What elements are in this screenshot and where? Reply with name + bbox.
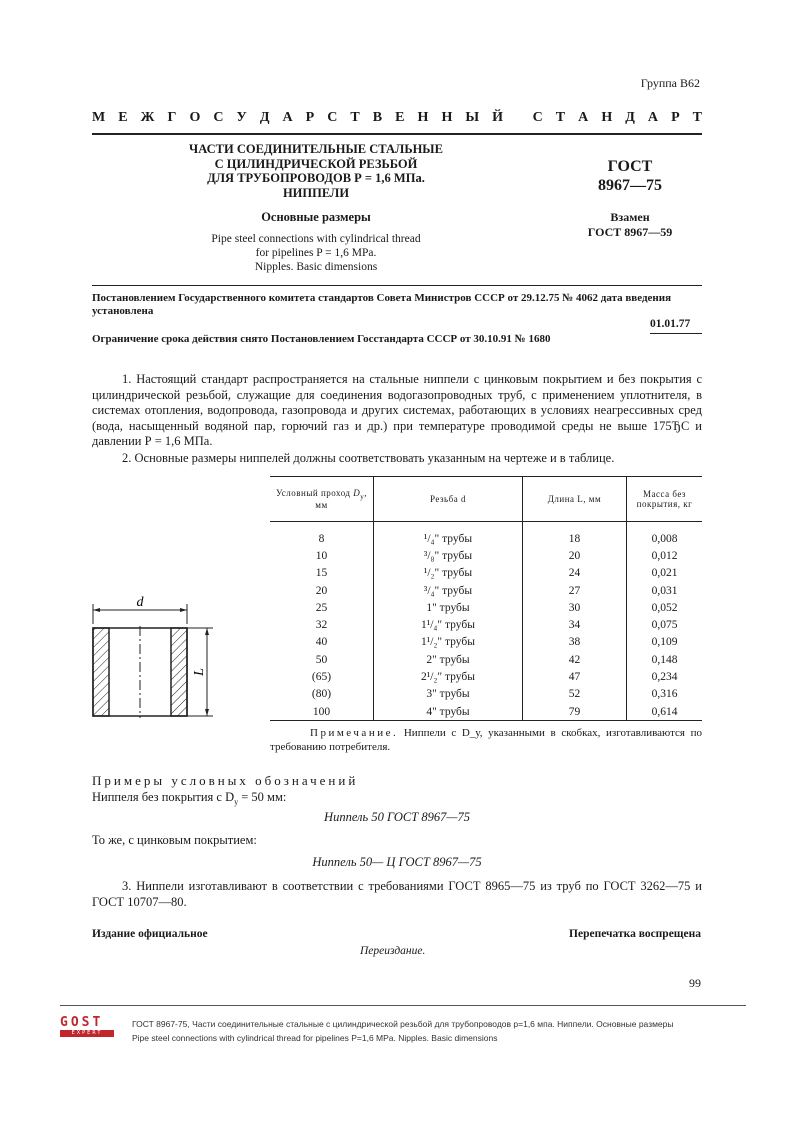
table-cell: 0,052: [627, 599, 703, 616]
table-cell: 0,316: [627, 686, 703, 703]
example-1-code: Ниппель 50 ГОСТ 8967—75: [324, 810, 470, 824]
banner-letter: О: [189, 110, 201, 125]
banner-letter: М: [92, 110, 106, 125]
gost-number: ГОСТ 8967—75: [598, 158, 662, 194]
table-row: [270, 651, 702, 668]
table-cell: 0,008: [627, 522, 703, 548]
banner-letter: А: [282, 110, 293, 125]
table-cell: 0,075: [627, 616, 703, 633]
table-cell: 18: [523, 522, 627, 548]
gost-expert-logo: GOST EXPERT: [60, 1016, 114, 1037]
table-cell: 0,012: [627, 547, 703, 564]
table-row: [270, 547, 702, 564]
document-subtitle: Основные размеры: [261, 210, 371, 224]
table-row: [270, 565, 702, 582]
replaces-standard: Взамен ГОСТ 8967—59: [587, 210, 673, 239]
table-cell: 1¹/₄" трубы: [374, 616, 523, 633]
table-cell: 15: [315, 567, 328, 580]
table-cell: 0,031: [627, 582, 703, 599]
banner-letter: Г: [167, 110, 177, 125]
reprint-prohibited: Перепечатка воспрещена: [569, 928, 701, 940]
banner-letter: В: [372, 110, 383, 125]
section-rule: [92, 285, 702, 286]
document-title: ЧАСТИ СОЕДИНИТЕЛЬНЫЕ СТАЛЬНЫЕ С ЦИЛИНДРИЧЕСКОЙ РЕЗЬБОЙ ДЛЯ ТРУБОПРОВОДОВ Р = 1,6 МПа. НИППЕЛИ: [189, 142, 443, 200]
banner-letter: Ж: [140, 110, 155, 125]
banner-letter: Т: [555, 110, 566, 125]
dimension-l-label: L: [192, 668, 207, 676]
table-cell: 2¹/₂" трубы: [374, 668, 523, 685]
table-cell: 50: [315, 653, 328, 666]
table-cell: (80): [311, 688, 332, 701]
table-row: [270, 703, 702, 721]
banner-letter: Н: [601, 110, 613, 125]
table-row: [270, 668, 702, 685]
table-row: [270, 522, 702, 548]
table-cell: 32: [315, 619, 328, 632]
table-cell: 8: [318, 532, 325, 545]
table-cell: 0,109: [627, 634, 703, 651]
reissue-label: Переиздание.: [360, 945, 426, 957]
column-header: Длина L, мм: [523, 477, 627, 522]
table-note: Примечание. Ниппели с D_у, указанными в скобках, изготавливаются по требованию потребителя.: [270, 727, 702, 753]
table-cell: (65): [311, 671, 332, 684]
example-2-code: Ниппель 50— Ц ГОСТ 8967—75: [312, 855, 482, 869]
banner-letter: Ы: [465, 110, 480, 125]
table-cell: 100: [270, 703, 374, 721]
table-cell: ¹/₄" трубы: [374, 522, 523, 548]
table-cell: 47: [523, 668, 627, 685]
banner-letter: Т: [350, 110, 360, 125]
table-row: [270, 686, 702, 703]
paragraph-3: 3. Ниппели изготавливают в соответствии с требованиями ГОСТ 8965—75 из труб по ГОСТ 3262—75 и ГОСТ 10707—80.: [92, 879, 702, 909]
document-caption: ГОСТ 8967-75, Части соединительные стальные с цилиндрической резьбой для трубопроводов р=1,6 мпа. Ниппели. Основные размеры Pipe steel connections with cylindrical thread for pipelines P=1,6 MPa. Nipples. Basic dimensions: [132, 1019, 674, 1043]
column-header: Резьба d: [374, 477, 523, 522]
table-cell: 25: [315, 601, 328, 614]
table-cell: ¹/₂" трубы: [374, 565, 523, 582]
banner-letter: Е: [395, 110, 405, 125]
banner-letter: Д: [625, 110, 635, 125]
table-cell: 20: [523, 547, 627, 564]
banner-letter: С: [327, 110, 338, 125]
banner-letter: Н: [441, 110, 453, 125]
table-cell: 40: [315, 636, 328, 649]
banner-letter: У: [236, 110, 247, 125]
table-row: [270, 599, 702, 616]
dimension-d-label: d: [136, 596, 144, 610]
table-cell: 3" трубы: [374, 686, 523, 703]
table-cell: 24: [523, 565, 627, 582]
table-cell: ³/₄" трубы: [374, 582, 523, 599]
table-cell: 0,148: [627, 651, 703, 668]
table-cell: 2" трубы: [374, 651, 523, 668]
banner-letter: А: [647, 110, 659, 125]
table-cell: 34: [523, 616, 627, 633]
restriction-text: Ограничение срока действия снято Постановлением Госстандарта СССР от 30.10.91 № 1680: [92, 333, 551, 345]
table-cell: 0,021: [627, 565, 703, 582]
header-rule: [92, 133, 702, 135]
examples-heading: Примеры условных обозначений: [92, 773, 359, 788]
official-edition: Издание официальное: [92, 928, 208, 940]
decree-text: Постановлением Государственного комитета стандартов Совета Министров СССР от 29.12.75 № 4062 дата введения установлена: [92, 292, 672, 317]
intro-date: 01.01.77: [650, 318, 691, 330]
example-2-label: То же, с цинковым покрытием:: [92, 833, 257, 847]
table-cell: 0,234: [627, 668, 703, 685]
intro-date-underline: [650, 333, 702, 334]
banner-letter: С: [213, 110, 224, 125]
standard-banner: [92, 110, 702, 126]
column-header: Масса без покрытия, кг: [627, 477, 703, 522]
table-cell: 0,614: [627, 703, 703, 721]
table-row: [270, 582, 702, 599]
dimensions-table: [270, 476, 702, 721]
table-cell: 79: [523, 703, 627, 721]
bottom-rule: [60, 1005, 746, 1006]
group-code: Группа В62: [640, 76, 700, 90]
table-cell: 38: [523, 634, 627, 651]
table-cell: 1¹/₂" трубы: [374, 634, 523, 651]
table-cell: 20: [315, 584, 328, 597]
banner-letter: Й: [492, 110, 504, 125]
page-number: 99: [689, 976, 701, 990]
banner-letter: Е: [118, 110, 128, 125]
paragraph-1: 1. Настоящий стандарт распространяется на стальные ниппели с цинковым покрытием и без покрытия с цилиндрической резьбой, служащие для соединения водогазопроводных труб, с применением уплотнителя, в системах отопления, водопровода, газопровода и других системах, работающих в условиях неагрессивных сред (вода, насыщенный водяной пар, горючий газ и др.) при температуре проводимой среды не выше 175ЂС и давлении Р = 1,6 МПа.: [92, 372, 702, 448]
banner-letter: Д: [259, 110, 270, 125]
banner-letter: Р: [671, 110, 680, 125]
table-row: [270, 616, 702, 633]
table-cell: 27: [523, 582, 627, 599]
banner-letter: Р: [305, 110, 315, 125]
banner-letter: А: [578, 110, 589, 125]
example-1-label: Ниппеля без покрытия с $D_у = 50$ мм:: [92, 790, 287, 807]
table-row: [270, 634, 702, 651]
paragraph-2: 2. Основные размеры ниппелей должны соответствовать указанным на чертеже и в таблице.: [122, 451, 615, 465]
table-cell: 42: [523, 651, 627, 668]
table-cell: ³/₈" трубы: [374, 547, 523, 564]
table-cell: 1" трубы: [374, 599, 523, 616]
banner-letter: С: [532, 110, 543, 125]
table-cell: 4" трубы: [374, 703, 523, 721]
table-cell: 52: [523, 686, 627, 703]
banner-letter: Т: [692, 110, 702, 125]
banner-letter: [516, 110, 520, 126]
banner-letter: Н: [417, 110, 429, 125]
table-cell: 10: [315, 549, 328, 562]
nipple-drawing: [85, 596, 225, 726]
english-title: Pipe steel connections with cylindrical thread for pipelines P = 1,6 MPa. Nipples. Basic dimensions: [211, 233, 421, 273]
column-header: Условный проход $D_у$, мм: [270, 477, 374, 522]
table-cell: 30: [523, 599, 627, 616]
